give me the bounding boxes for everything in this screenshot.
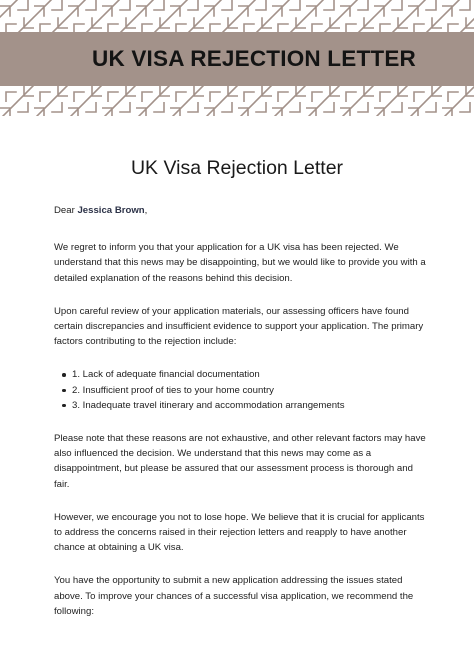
list-item: 1. Lack of adequate financial documentation	[62, 367, 426, 382]
paragraph-reapply: You have the opportunity to submit a new application addressing the issues stated above. To improve your chances of a successful visa application, we recommend the following:	[54, 575, 414, 617]
greeting-prefix: Dear	[54, 205, 78, 216]
greeting-suffix: ,	[144, 205, 148, 216]
paragraph-encouragement: However, we encourage you not to lose hope. We believe that it is crucial for applicants to address the concerns raised in their rejection letters and reapply to have another chance at obtaining a UK visa.	[54, 511, 425, 554]
greeting	[54, 203, 426, 218]
list-item: 2. Insufficient proof of ties to your home country	[62, 383, 426, 398]
recipient-name: Jessica Brown	[77, 205, 145, 216]
letter-title: UK Visa Rejection Letter	[130, 157, 344, 179]
paragraph-note: Please note that these reasons are not exhaustive, and other relevant factors may have also influenced the decision. We understand that this news may come as a disappointment, but please be assured that our assessment process is thorough and fair.	[54, 433, 426, 490]
banner-title: UK VISA REJECTION LETTER	[92, 46, 416, 71]
list-item: 3. Inadequate travel itinerary and accommodation arrangements	[62, 398, 426, 413]
rejection-reasons-list	[54, 367, 426, 413]
paragraph-review: Upon careful review of your application materials, our assessing officers have found certain discrepancies and insufficient evidence to support your application. The primary factors contributing to the rejection include:	[54, 305, 424, 348]
paragraph-intro: We regret to inform you that your application for a UK visa has been rejected. We understand that this news may be disappointing, but we would like to provide you with a detailed explanation of the reasons behind this decision.	[54, 242, 426, 284]
letter-body	[54, 203, 426, 637]
